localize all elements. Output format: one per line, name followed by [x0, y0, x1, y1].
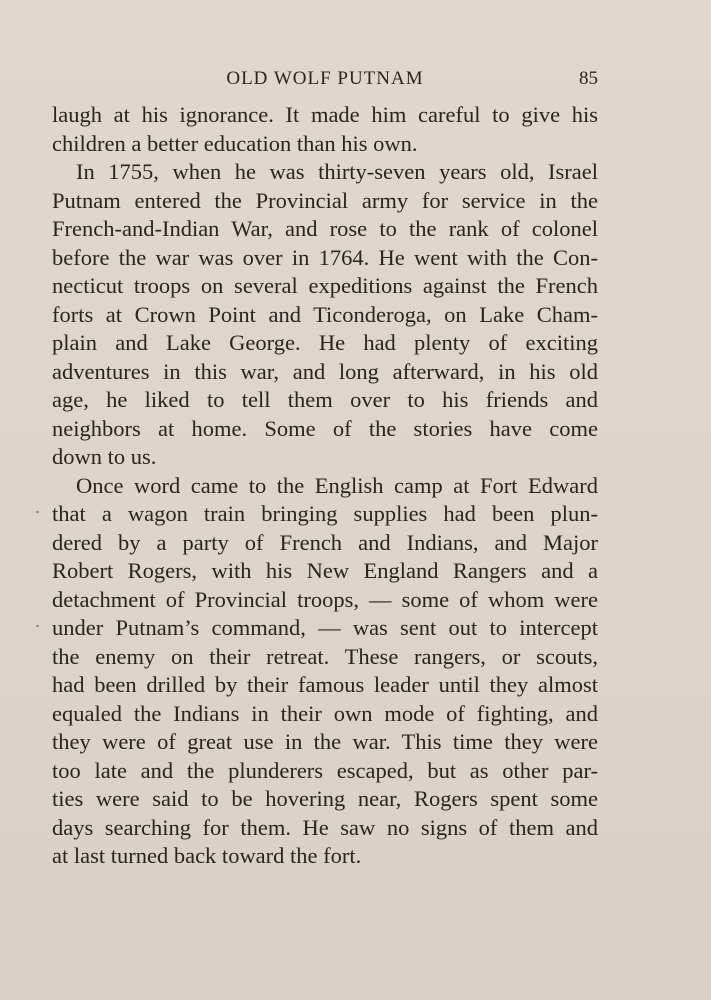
text-line: at last turned back toward the fort.	[52, 843, 362, 868]
text-line: down to us.	[52, 444, 157, 469]
text-line: laugh at his ignorance. It made him careful to give his	[52, 102, 598, 127]
text-line: Once word came to the English camp at Fort Edward	[76, 472, 598, 498]
page-number: 85	[579, 68, 598, 89]
text-line: necticut troops on several expeditions against the French	[52, 273, 598, 298]
text-line: dered by a party of French and Indians, and Major	[52, 529, 598, 555]
text-line: too late and the plunderers escaped, but as other par-	[52, 757, 598, 783]
text-line: before the war was over in 1764. He went with the Con-	[52, 244, 598, 270]
text-line: they were of great use in the war. This time they were	[52, 729, 598, 754]
text-line: adventures in this war, and long afterward, in his old	[52, 358, 598, 384]
text-line: had been drilled by their famous leader until they almost	[52, 672, 598, 697]
text-line: detachment of Provincial troops, — some of whom were	[52, 586, 598, 612]
text-line: days searching for them. He saw no signs of them and	[52, 814, 598, 840]
margin-mark	[36, 511, 39, 513]
margin-mark	[36, 625, 39, 627]
text-line: under Putnam’s command, — was sent out to intercept	[52, 615, 598, 640]
text-line: Robert Rogers, with his New England Rangers and a	[52, 558, 598, 583]
text-line: children a better education than his own.	[52, 130, 418, 156]
body-text	[52, 101, 598, 871]
running-title: OLD WOLF PUTNAM	[226, 68, 424, 89]
text-line: In 1755, when he was thirty-seven years old, Israel	[76, 159, 598, 184]
text-line: French-and-Indian War, and rose to the rank of colonel	[52, 216, 598, 241]
text-line: the enemy on their retreat. These rangers, or scouts,	[52, 643, 598, 669]
running-head	[52, 66, 598, 94]
text-line: plain and Lake George. He had plenty of exciting	[52, 330, 598, 355]
text-line: forts at Crown Point and Ticonderoga, on Lake Cham-	[52, 301, 598, 327]
text-line: Putnam entered the Provincial army for service in the	[52, 187, 598, 213]
text-line: equaled the Indians in their own mode of fighting, and	[52, 700, 598, 726]
text-line: neighbors at home. Some of the stories have come	[52, 415, 598, 441]
text-line: age, he liked to tell them over to his friends and	[52, 387, 598, 412]
text-line: ties were said to be hovering near, Rogers spent some	[52, 786, 598, 811]
text-line: that a wagon train bringing supplies had been plun-	[52, 501, 598, 526]
